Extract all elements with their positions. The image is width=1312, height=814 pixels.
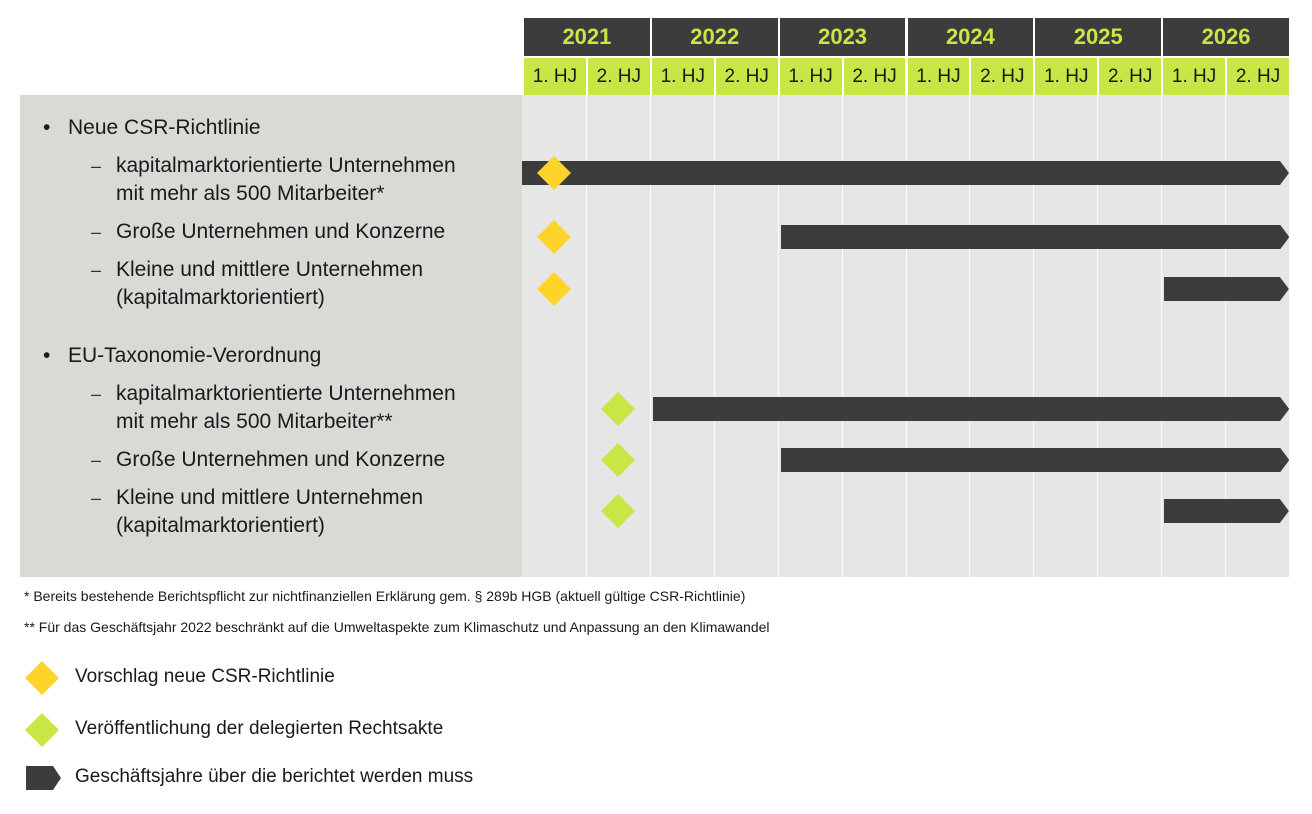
legend-label-publication: Veröffentlichung der delegierten Rechtsakte xyxy=(75,718,444,739)
row-label: kapitalmarktorientierte Unternehmen xyxy=(116,154,456,177)
dash-icon: – xyxy=(91,450,102,470)
row-label: kapitalmarktorientierte Unternehmen xyxy=(116,382,456,405)
row-label: mit mehr als 500 Mitarbeiter** xyxy=(116,410,393,433)
half-year-header: 1. HJ xyxy=(778,58,842,95)
half-year-header: 1. HJ xyxy=(1033,58,1097,95)
footnote-1: * Bereits bestehende Berichtspflicht zur nichtfinanziellen Erklärung gem. § 289b HGB (aktuell gültige CSR-Richtlinie) xyxy=(24,588,746,604)
reporting-period-bar xyxy=(1164,277,1289,301)
half-year-header: 1. HJ xyxy=(650,58,714,95)
row-label: Große Unternehmen und Konzerne xyxy=(116,220,446,243)
reporting-period-bar xyxy=(781,448,1289,472)
half-year-header: 2. HJ xyxy=(714,58,778,95)
dash-icon: – xyxy=(91,260,102,280)
section-title: EU-Taxonomie-Verordnung xyxy=(68,344,322,367)
year-header-2022: 2022 xyxy=(650,18,778,56)
half-year-header: 2. HJ xyxy=(586,58,650,95)
half-year-header: 2. HJ xyxy=(1097,58,1161,95)
year-header-2026: 2026 xyxy=(1161,18,1289,56)
half-year-header: 1. HJ xyxy=(906,58,970,95)
year-header-2025: 2025 xyxy=(1033,18,1161,56)
year-header-2023: 2023 xyxy=(778,18,906,56)
section-title: Neue CSR-Richtlinie xyxy=(68,116,261,139)
dash-icon: – xyxy=(91,384,102,404)
yellow-diamond-icon xyxy=(25,661,59,695)
dash-icon: – xyxy=(91,222,102,242)
half-year-header: 1. HJ xyxy=(1161,58,1225,95)
half-year-header: 2. HJ xyxy=(1225,58,1289,95)
year-header-2021: 2021 xyxy=(522,18,650,56)
year-header-2024: 2024 xyxy=(906,18,1034,56)
row-label: Kleine und mittlere Unternehmen xyxy=(116,258,424,281)
legend-label-reporting-years: Geschäftsjahre über die berichtet werden muss xyxy=(75,766,474,787)
bullet-icon: • xyxy=(43,116,51,139)
row-label: Große Unternehmen und Konzerne xyxy=(116,448,446,471)
reporting-period-bar xyxy=(522,161,1289,185)
half-year-header: 1. HJ xyxy=(522,58,586,95)
half-year-header: 2. HJ xyxy=(842,58,906,95)
footnote-2: ** Für das Geschäftsjahr 2022 beschränkt auf die Umweltaspekte zum Klimaschutz und Anpassung an den Klimawandel xyxy=(24,619,770,635)
row-label: (kapitalmarktorientiert) xyxy=(116,286,325,309)
reporting-period-bar xyxy=(653,397,1289,421)
legend-label-proposal: Vorschlag neue CSR-Richtlinie xyxy=(75,666,335,687)
dark-arrow-bar-icon xyxy=(26,766,62,795)
dash-icon: – xyxy=(91,488,102,508)
dash-icon: – xyxy=(91,156,102,176)
row-label: Kleine und mittlere Unternehmen xyxy=(116,486,424,509)
bullet-icon: • xyxy=(43,344,51,367)
half-year-header: 2. HJ xyxy=(969,58,1033,95)
row-label: mit mehr als 500 Mitarbeiter* xyxy=(116,182,385,205)
row-label: (kapitalmarktorientiert) xyxy=(116,514,325,537)
reporting-period-bar xyxy=(781,225,1289,249)
green-diamond-icon xyxy=(25,713,59,747)
reporting-period-bar xyxy=(1164,499,1289,523)
